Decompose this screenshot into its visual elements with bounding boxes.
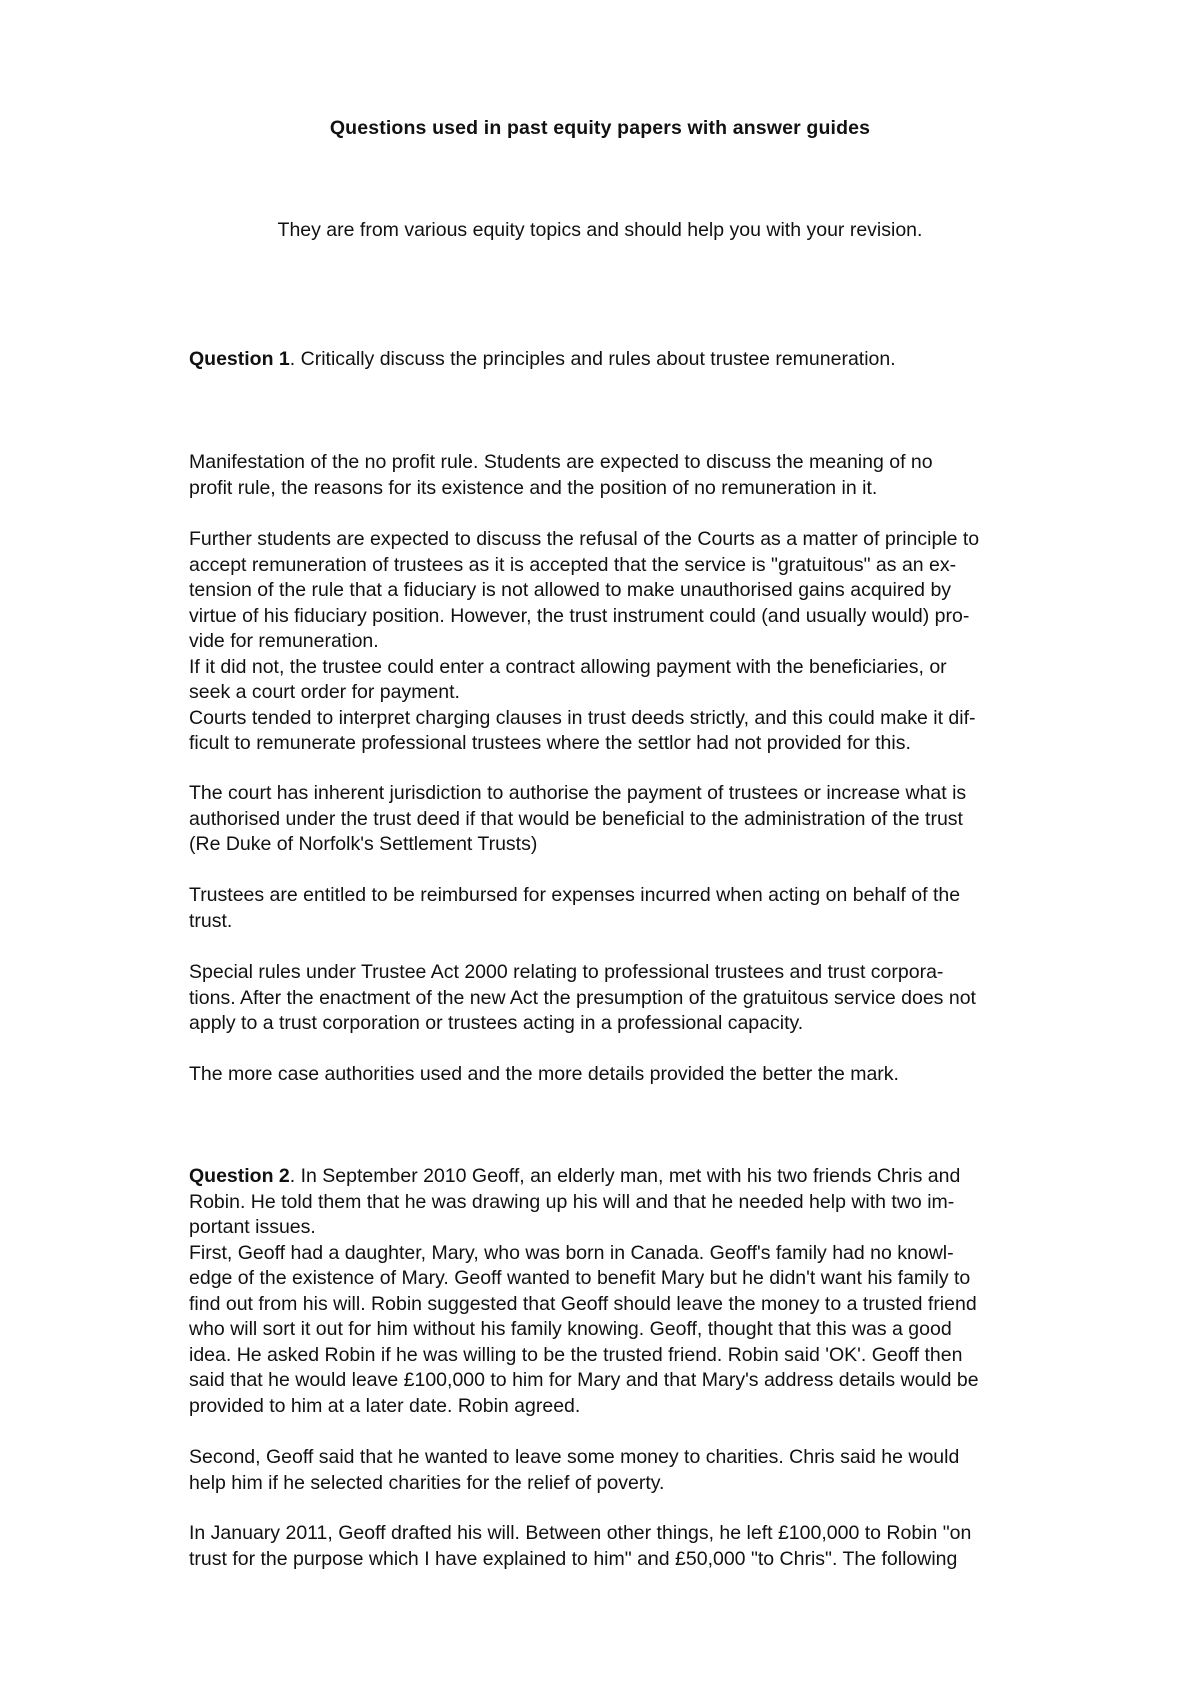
text-line: idea. He asked Robin if he was willing to be the trusted friend. Robin said 'OK'. Geoff then [189, 1343, 963, 1366]
text-line: The court has inherent jurisdiction to authorise the payment of trustees or increase what is [189, 782, 967, 804]
text-line: The more case authorities used and the more details provided the better the mark. [189, 1063, 899, 1085]
text-line: find out from his will. Robin suggested that Geoff should leave the money to a trusted friend [189, 1292, 977, 1315]
q1-answer-paragraph-1 [189, 450, 1094, 501]
text-line: vide for remuneration. [189, 630, 379, 652]
text-line: portant issues. [189, 1216, 316, 1238]
text-line: Further students are expected to discuss the refusal of the Courts as a matter of principle to [189, 528, 980, 550]
text-line: Manifestation of the no profit rule. Students are expected to discuss the meaning of no [189, 451, 933, 473]
question-2-first-line-text: . In September 2010 Geoff, an elderly man, met with his two friends Chris and [289, 1165, 961, 1187]
text-line: tension of the rule that a fiduciary is not allowed to make unauthorised gains acquired by [189, 579, 952, 601]
text-line: authorised under the trust deed if that would be beneficial to the administration of the trust [189, 807, 963, 830]
question-2-label: Question 2 [189, 1165, 290, 1187]
text-line: Courts tended to interpret charging clauses in trust deeds strictly, and this could make it dif- [189, 706, 976, 729]
document-title: Questions used in past equity papers with answer guides [329, 117, 871, 139]
q1-answer-paragraph-4 [189, 883, 1094, 934]
text-line: In January 2011, Geoff drafted his will. Between other things, he left £100,000 to Robin "on [189, 1522, 972, 1544]
q1-answer-paragraph-3 [189, 781, 1094, 858]
text-line: First, Geoff had a daughter, Mary, who was born in Canada. Geoff's family had no knowl- [189, 1241, 954, 1264]
text-line: edge of the existence of Mary. Geoff wanted to benefit Mary but he didn't want his family to [189, 1267, 971, 1289]
text-line: Trustees are entitled to be reimbursed for expenses incurred when acting on behalf of the [189, 884, 961, 906]
text-line: Special rules under Trustee Act 2000 relating to professional trustees and trust corpora- [189, 961, 944, 983]
text-line: seek a court order for payment. [189, 681, 460, 703]
text-line: Robin. He told them that he was drawing up his will and that he needed help with two im- [189, 1190, 955, 1213]
text-line: provided to him at a later date. Robin agreed. [189, 1394, 581, 1417]
q1-answer-paragraph-2 [189, 527, 1094, 757]
text-line: who will sort it out for him without his family knowing. Geoff, thought that this was a good [189, 1318, 952, 1340]
q1-answer-paragraph-5 [189, 960, 1094, 1037]
text-line: said that he would leave £100,000 to him for Mary and that Mary's address details would be [189, 1369, 979, 1391]
text-line: If it did not, the trustee could enter a contract allowing payment with the beneficiaries, or [189, 655, 947, 678]
question-1-label: Question 1 [189, 348, 290, 370]
text-line: trust for the purpose which I have explained to him" and £50,000 "to Chris". The following [189, 1547, 958, 1570]
text-line: virtue of his fiduciary position. However, the trust instrument could (and usually would) pro- [189, 604, 970, 627]
question-2-paragraph-3 [189, 1521, 1094, 1572]
text-line: help him if he selected charities for the relief of poverty. [189, 1471, 665, 1494]
text-line: accept remuneration of trustees as it is accepted that the service is "gratuitous" as an ex- [189, 553, 957, 576]
question-2-paragraph-2 [189, 1445, 1094, 1496]
q1-answer-paragraph-6 [189, 1062, 1094, 1088]
question-2-paragraph-1 [189, 1164, 1094, 1419]
question-1-prompt [189, 347, 1094, 373]
question-2-first-line [189, 1164, 1094, 1190]
text-line: tions. After the enactment of the new Act the presumption of the gratuitous service does not [189, 986, 976, 1009]
text-line: apply to a trust corporation or trustees acting in a professional capacity. [189, 1012, 804, 1034]
text-line: trust. [189, 909, 233, 932]
question-1-prompt-text: . Critically discuss the principles and rules about trustee remuneration. [289, 348, 896, 370]
text-line: ficult to remunerate professional trustees where the settlor had not provided for this. [189, 732, 911, 754]
text-line: (Re Duke of Norfolk's Settlement Trusts) [189, 833, 538, 855]
document-subtitle: They are from various equity topics and should help you with your revision. [277, 219, 923, 241]
text-line: profit rule, the reasons for its existence and the position of no remuneration in it. [189, 476, 878, 499]
text-line: Second, Geoff said that he wanted to leave some money to charities. Chris said he would [189, 1446, 960, 1468]
